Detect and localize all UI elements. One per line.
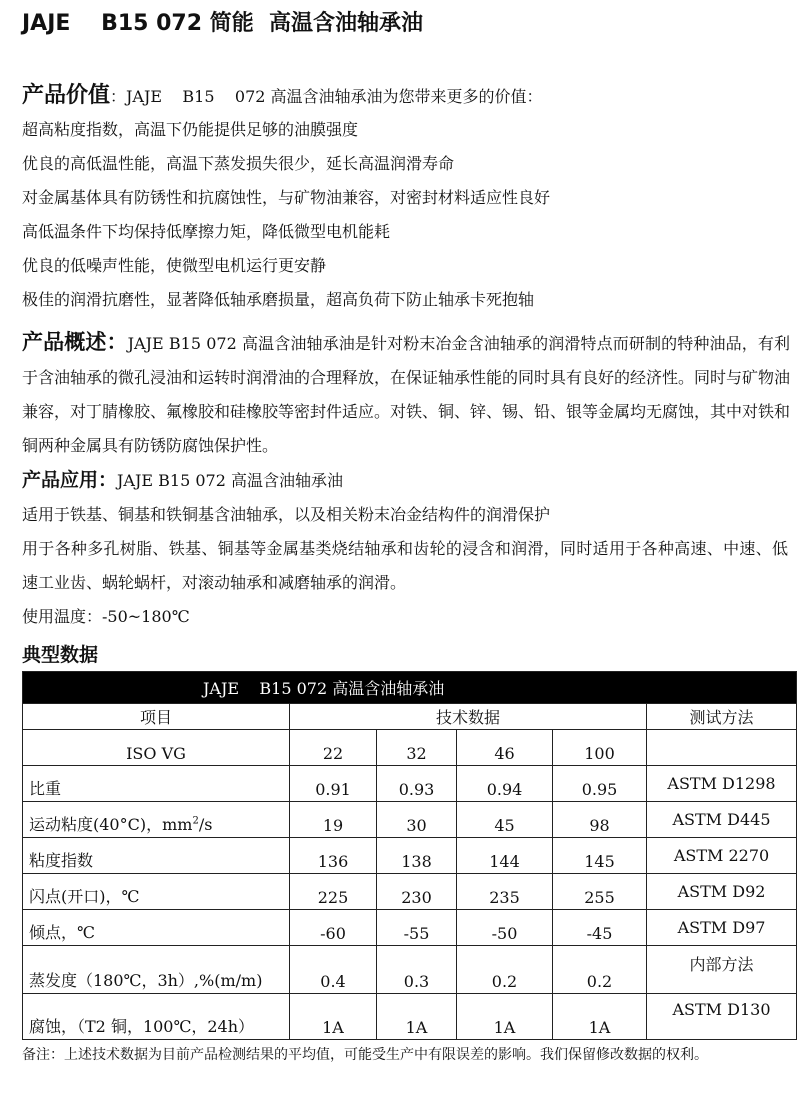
value-cell: 255 [553, 874, 647, 910]
value-cell: -45 [553, 910, 647, 946]
table-row [23, 946, 797, 994]
superscript: 2 [192, 815, 199, 827]
row-label: 腐蚀，（T2 铜，100℃，24h） [23, 994, 290, 1040]
row-label: 闪点(开口)，℃ [23, 874, 290, 910]
method-cell: ASTM D92 [647, 874, 797, 910]
header-test-method: 测试方法 [647, 704, 797, 730]
table-row [23, 766, 797, 802]
value-cell: 230 [377, 874, 457, 910]
table-row [23, 994, 797, 1040]
value-cell: 0.3 [377, 946, 457, 994]
value-point: 优良的低噪声性能，使微型电机运行更安静 [22, 256, 327, 275]
value-cell: 45 [457, 802, 553, 838]
value-cell: 30 [377, 802, 457, 838]
document-title: JAJE B15 072 简能 高温含油轴承油 [22, 11, 424, 36]
value-cell: 0.4 [290, 946, 377, 994]
application-temperature: 使用温度：-50~180℃ [22, 607, 190, 626]
value-point: 极佳的润滑抗磨性，显著降低轴承磨损量，超高负荷下防止轴承卡死抱轴 [22, 290, 535, 309]
table-row [23, 910, 797, 946]
application-line: 适用于铁基、铜基和铁铜基含油轴承，以及相关粉末冶金结构件的润滑保护 [22, 505, 551, 524]
method-cell: ASTM 2270 [647, 838, 797, 874]
row-label-text: 运动粘度(40°C)，mm [29, 815, 193, 834]
application-heading [22, 463, 788, 498]
value-cell: 98 [553, 802, 647, 838]
value-point: 优良的高低温性能，高温下蒸发损失很少，延长高温润滑寿命 [22, 154, 455, 173]
footnote: 备注：上述技术数据为目前产品检测结果的平均值，可能受生产中有限误差的影响。我们保留修改数据的权利。 [22, 1047, 708, 1063]
typical-data-heading [22, 640, 788, 671]
header-item: 项目 [23, 704, 290, 730]
grade-cell: 22 [290, 730, 377, 766]
value-cell: 0.93 [377, 766, 457, 802]
row-label [23, 802, 290, 838]
header-tech-data: 技术数据 [290, 704, 647, 730]
value-cell: -50 [457, 910, 553, 946]
value-point: 超高粘度指数，高温下仍能提供足够的油膜强度 [22, 120, 359, 139]
value-heading [22, 80, 788, 113]
value-cell: 19 [290, 802, 377, 838]
method-cell: 内部方法 [647, 946, 797, 994]
method-cell: ASTM D445 [647, 802, 797, 838]
row-label: 粘度指数 [23, 838, 290, 874]
row-label: 比重 [23, 766, 290, 802]
method-cell: ASTM D97 [647, 910, 797, 946]
row-label-unit: /s [198, 815, 213, 834]
iso-vg-label: ISO VG [23, 730, 290, 766]
table-header-row [23, 704, 797, 730]
value-cell: 0.2 [457, 946, 553, 994]
value-cell: 225 [290, 874, 377, 910]
application-line: 用于各种多孔树脂、铁基、铜基等金属基类烧结轴承和齿轮的浸含和润滑，同时适用于各种高速、中速、低速工业齿、蜗轮蜗杆，对滚动轴承和减磨轴承的润滑。 [22, 539, 788, 592]
table-title: JAJE B15 072 高温含油轴承油 [23, 672, 797, 704]
application-product: JAJE B15 072 高温含油轴承油 [117, 471, 343, 490]
value-section [22, 80, 788, 317]
value-cell: 0.2 [553, 946, 647, 994]
value-cell: 235 [457, 874, 553, 910]
empty-cell [647, 730, 797, 766]
value-cell: 0.95 [553, 766, 647, 802]
value-point: 高低温条件下均保持低摩擦力矩，降低微型电机能耗 [22, 222, 391, 241]
application-label: 产品应用： [22, 469, 118, 491]
value-cell: 1A [377, 994, 457, 1040]
overview-text: JAJE B15 072 高温含油轴承油是针对粉末冶金含油轴承的润滑特点而研制的特种油品，有利于含油轴承的微孔浸油和运转时润滑油的合理释放，在保证轴承性能的同时具有良好的经济性。同时与矿物油兼容，对丁腈橡胶、氟橡胶和硅橡胶等密封件适应。对铁、铜、锌、锡、铅、银等金属均无腐蚀，其中对铁和铜两种金属具有防锈防腐蚀保护性。 [22, 334, 791, 455]
method-cell: ASTM D1298 [647, 766, 797, 802]
value-cell: 138 [377, 838, 457, 874]
value-point: 对金属基体具有防锈性和抗腐蚀性，与矿物油兼容，对密封材料适应性良好 [22, 188, 551, 207]
method-cell: ASTM D130 [647, 994, 797, 1040]
row-label: 蒸发度（180℃，3h）,%(m/m) [23, 946, 290, 994]
typical-data-label: 典型数据 [22, 644, 99, 666]
table-row-iso-vg [23, 730, 797, 766]
value-label: 产品价值 [22, 83, 111, 108]
spec-table [22, 671, 797, 1040]
value-cell: 0.91 [290, 766, 377, 802]
value-cell: 1A [457, 994, 553, 1040]
grade-cell: 100 [553, 730, 647, 766]
value-cell: 1A [290, 994, 377, 1040]
value-cell: -55 [377, 910, 457, 946]
value-cell: 145 [553, 838, 647, 874]
grade-cell: 32 [377, 730, 457, 766]
application-section [22, 463, 788, 634]
table-row [23, 874, 797, 910]
table-row [23, 802, 797, 838]
overview-section [22, 325, 790, 463]
value-cell: 136 [290, 838, 377, 874]
value-intro: ：JAJE B15 072 高温含油轴承油为您带来更多的价值： [110, 87, 543, 106]
value-cell: 0.94 [457, 766, 553, 802]
row-label: 倾点，℃ [23, 910, 290, 946]
value-cell: 144 [457, 838, 553, 874]
value-cell: -60 [290, 910, 377, 946]
table-row [23, 838, 797, 874]
grade-cell: 46 [457, 730, 553, 766]
table-title-row [23, 672, 797, 704]
overview-label: 产品概述： [22, 330, 128, 354]
value-cell: 1A [553, 994, 647, 1040]
